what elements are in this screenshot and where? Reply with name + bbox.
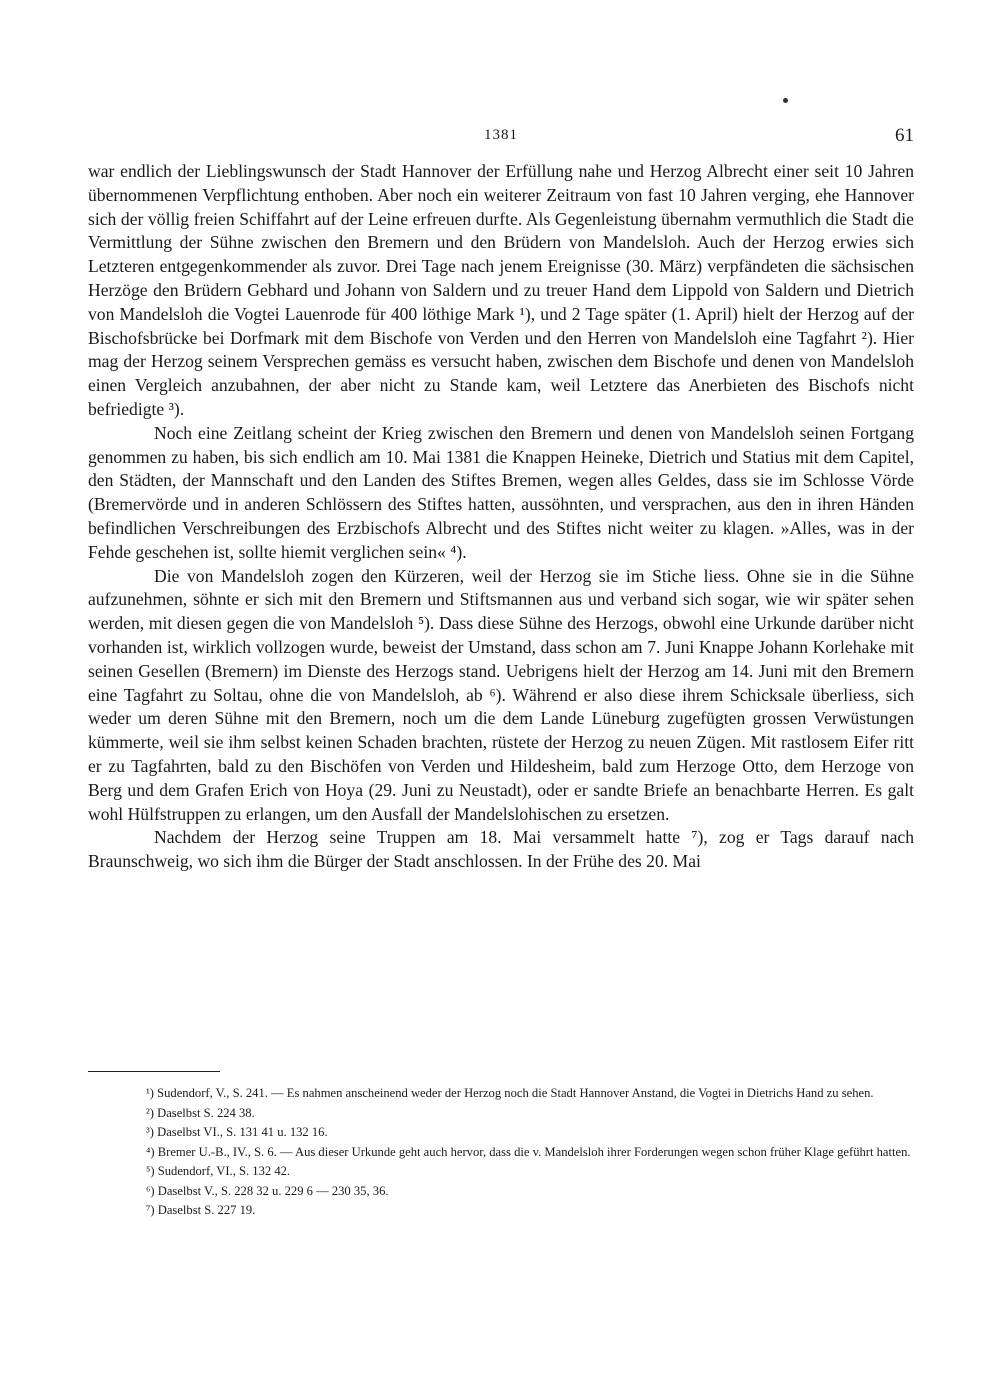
footnote-divider	[88, 1071, 220, 1072]
footnote-1: ¹) Sudendorf, V., S. 241. — Es nahmen anscheinend weder der Herzog noch die Stadt Hannover Anstand, die Vogtei in Dietrichs Hand zu sehen.	[146, 1086, 874, 1100]
footnote-4: ⁴) Bremer U.-B., IV., S. 6. — Aus dieser Urkunde geht auch hervor, dass die v. Mandelsloh ihrer Forderungen wegen schon früher Klage geführt hatten.	[146, 1144, 911, 1159]
page-number: 61	[895, 125, 914, 146]
footnote-5: ⁵) Sudendorf, VI., S. 132 42.	[146, 1164, 291, 1178]
footnotes	[88, 1084, 914, 1221]
paragraph-1: war endlich der Lieblingswunsch der Stadt Hannover der Erfüllung nahe und Herzog Albrecht einer seit 10 Jahren übernommenen Verpflichtung enthoben. Aber noch ein weiterer Zeitraum von fast 10 Jahren verging, ehe Hannover sich der völlig freien Schiffahrt auf der Leine erfreuen durfte. Als Gegenleistung übernahm vermuthlich die Stadt die Vermittlung der Sühne zwischen den Bremern und den Brüdern von Mandelsloh. Auch der Herzog erwies sich Letzteren entgegenkommender als zuvor. Drei Tage nach jenem Ereignisse (30. März) verpfändeten die sächsischen Herzöge den Brüdern Gebhard und Johann von Saldern und zu treuer Hand dem Lippold von Saldern und Dietrich von Mandelsloh die Vogtei Lauenrode für 400 löthige Mark ¹), und 2 Tage später (1. April) hielt der Herzog auf der Bischofsbrücke bei Dorfmark mit dem Bischofe von Verden und den Herren von Mandelsloh eine Tagfahrt ²). Hier mag der Herzog seinem Versprechen gemäss es versucht haben, zwischen dem Bischofe und denen von Mandelsloh einen Vergleich anzubahnen, der aber nicht zu Stande kam, weil Letztere das Anerbieten des Bischofs nicht befriedigte ³).	[88, 161, 914, 419]
scan-speck	[783, 98, 788, 103]
paragraph-3: Die von Mandelsloh zogen den Kürzeren, weil der Herzog sie im Stiche liess. Ohne sie in die Sühne aufzunehmen, söhnte er sich mit den Bremern und Stiftsmannen aus und verband sich sogar, wie wir später sehen werden, mit diesen gegen die von Mandelsloh ⁵). Dass diese Sühne des Herzogs, obwohl eine Urkunde darüber nicht vorhanden ist, wirklich vollzogen wurde, beweist der Umstand, dass schon am 7. Juni Knappe Johann Korlehake mit seinen Gesellen (Bremern) im Dienste des Herzogs stand. Uebrigens hielt der Herzog am 14. Juni mit den Bremern eine Tagfahrt zu Soltau, ohne die von Mandelsloh, ab ⁶). Während er also diese ihrem Schicksale überliess, sich weder um deren Sühne mit den Bremern, noch um die dem Lande Lüneburg zugefügten grossen Verwüstungen kümmerte, weil sie ihm selbst keinen Schaden brachten, rüstete der Herzog zu neuen Zügen. Mit rastlosem Eifer ritt er zu Tagfahrten, bald zu den Bischöfen von Verden und Hildesheim, bald zum Herzoge Otto, dem Herzoge von Berg und dem Grafen Erich von Hoya (29. Juni zu Neustadt), oder er sandte Briefe an benachbarte Herren. Es galt wohl Hülfstruppen zu erlangen, um den Ausfall der Mandelslohischen zu ersetzen.	[88, 565, 914, 824]
running-head-year: 1381	[484, 127, 518, 143]
footnote-6: ⁶) Daselbst V., S. 228 32 u. 229 6 — 230 35, 36.	[146, 1183, 389, 1198]
paragraph-2: Noch eine Zeitlang scheint der Krieg zwischen den Bremern und denen von Mandelsloh seinen Fortgang genommen zu haben, bis sich endlich am 10. Mai 1381 die Knappen Heineke, Dietrich und Statius mit dem Capitel, den Städten, der Mannschaft und den Landen des Stiftes Bremen, wegen alles Geldes, dass sie im Schlosse Vörde (Bremervörde und in anderen Schlössern des Stiftes hatten, aussöhnten, und versprachen, aus den in ihren Händen befindlichen Verschreibungen des Erzbischofs Albrecht und des Stiftes nicht weiter zu klagen. »Alles, was in der Fehde geschehen ist, sollte hiemit verglichen sein« ⁴).	[88, 422, 914, 562]
footnote-7: ⁷) Daselbst S. 227 19.	[146, 1203, 256, 1217]
page-header	[88, 125, 914, 155]
body-text	[88, 160, 914, 874]
footnote-2: ²) Daselbst S. 224 38.	[146, 1105, 255, 1120]
paragraph-4: Nachdem der Herzog seine Truppen am 18. Mai versammelt hatte ⁷), zog er Tags darauf nach Braunschweig, wo sich ihm die Bürger der Stadt anschlossen. In der Frühe des 20. Mai	[88, 827, 914, 872]
footnote-3: ³) Daselbst VI., S. 131 41 u. 132 16.	[146, 1125, 328, 1139]
